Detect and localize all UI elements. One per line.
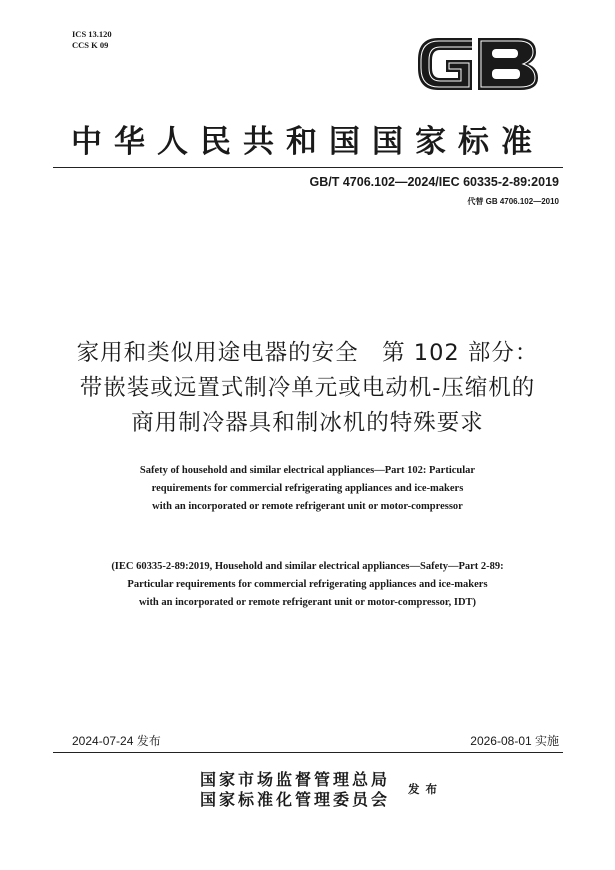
issuing-authorities bbox=[200, 770, 390, 810]
english-title bbox=[0, 462, 615, 516]
chinese-title-line: 家用和类似用途电器的安全 第 102 部分： bbox=[76, 340, 539, 366]
publish-label: 发布 bbox=[408, 782, 443, 796]
iec-line: with an incorporated or remote refrigerant unit or motor-compressor, IDT) bbox=[138, 597, 477, 608]
chinese-title-line: 商用制冷器具和制冰机的特殊要求 bbox=[131, 410, 484, 436]
standard-number: GB/T 4706.102—2024/IEC 60335-2-89:2019 bbox=[309, 175, 559, 189]
iec-line: (IEC 60335-2-89:2019, Household and similar electrical appliances—Safety—Part 2-89: bbox=[111, 561, 504, 572]
classification-codes bbox=[72, 29, 112, 51]
chinese-title-line: 带嵌装或远置式制冷单元或电动机-压缩机的 bbox=[79, 375, 536, 401]
replaces-note: 代替 GB 4706.102—2010 bbox=[467, 197, 559, 206]
ccs-code: CCS K 09 bbox=[72, 40, 109, 50]
english-title-line: requirements for commercial refrigerating appliances and ice-makers bbox=[151, 483, 464, 494]
header-divider bbox=[53, 167, 563, 168]
issuer-samr: 国家市场监督管理总局 bbox=[200, 770, 391, 789]
footer-divider bbox=[53, 752, 563, 753]
english-title-line: Safety of household and similar electrical appliances—Part 102: Particular bbox=[139, 465, 476, 476]
iec-line: Particular requirements for commercial refrigerating appliances and ice-makers bbox=[127, 579, 488, 590]
implementation-date: 2026-08-01 实施 bbox=[470, 734, 559, 748]
national-standard-heading: 中华人民共和国国家标准 bbox=[71, 124, 544, 160]
chinese-title bbox=[0, 336, 615, 441]
english-title-line: with an incorporated or remote refrigerant unit or motor-compressor bbox=[152, 501, 463, 512]
ics-code: ICS 13.120 bbox=[72, 29, 112, 39]
iec-equivalence bbox=[0, 558, 615, 612]
gb-logo-icon bbox=[412, 30, 542, 98]
issue-date: 2024-07-24 发布 bbox=[72, 734, 161, 748]
issuer-sac: 国家标准化管理委员会 bbox=[200, 790, 391, 809]
